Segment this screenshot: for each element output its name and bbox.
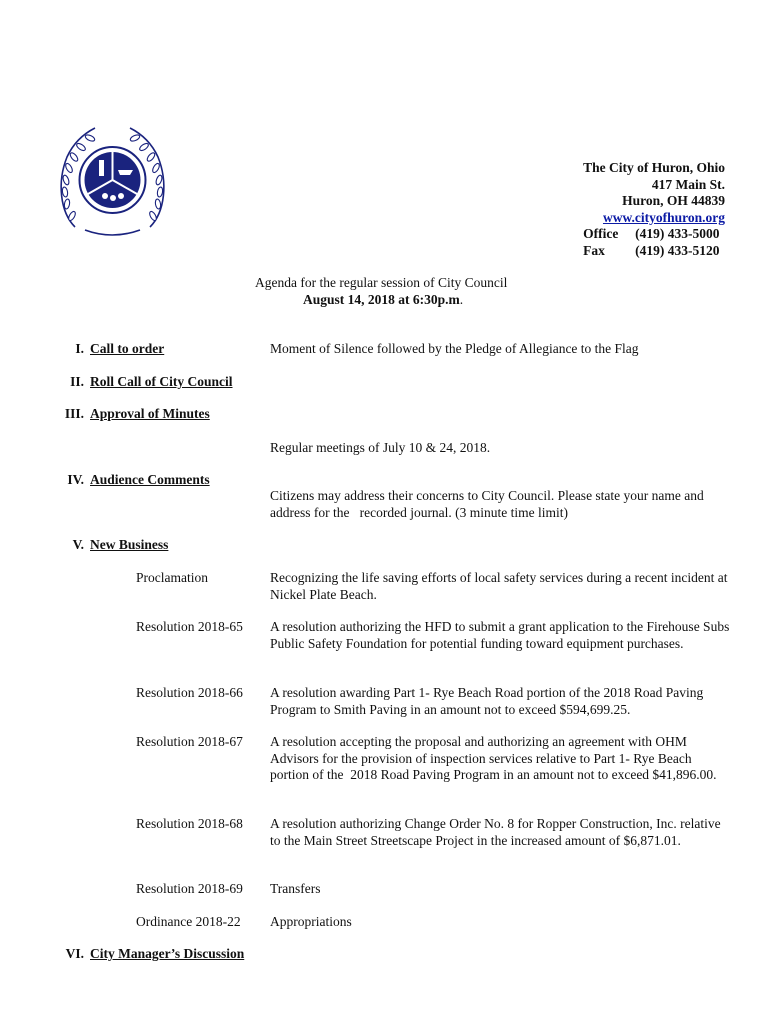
section-audience-comments (67, 472, 210, 489)
item-label: Resolution 2018-67 (136, 734, 243, 749)
section-roll-call (70, 374, 233, 391)
section-audience-comments-text: Citizens may address their concerns to City Council. Please state your name and address for the recorded journal. (3 minute time limit) (270, 488, 708, 520)
section-number: IV. (67, 472, 84, 487)
section-title: Roll Call of City Council (90, 374, 233, 389)
city-name: The City of Huron, Ohio (583, 160, 725, 175)
section-call-to-order-text: Moment of Silence followed by the Pledge of Allegiance to the Flag (270, 341, 639, 356)
office-label: Office (583, 226, 619, 241)
section-number: V. (72, 537, 84, 552)
item-text: A resolution awarding Part 1- Rye Beach Road portion of the 2018 Road Paving Program to Smith Paving in an amount not to exceed $594,699.25. (270, 685, 704, 717)
item-text: Appropriations (270, 914, 352, 929)
section-approval-of-minutes (64, 406, 210, 423)
item-label: Resolution 2018-65 (136, 619, 243, 634)
item-text: A resolution authorizing Change Order No. 8 for Ropper Construction, Inc. relative to the Main Street Streetscape Project in the increased amount of $6,871.01. (270, 816, 721, 848)
contact-block (583, 160, 725, 259)
item-text: A resolution authorizing the HFD to submit a grant application to the Firehouse Subs Public Safety Foundation for potential funding toward equipment purchases. (270, 619, 730, 651)
section-title: Call to order (90, 341, 165, 356)
item-label: Resolution 2018-66 (136, 685, 243, 700)
item-label: Resolution 2018-68 (136, 816, 243, 831)
fax-row (583, 243, 725, 260)
section-number: I. (75, 341, 84, 356)
item-label: Resolution 2018-69 (136, 881, 243, 896)
item-text: Transfers (270, 881, 321, 896)
agenda-title: Agenda for the regular session of City Council (255, 275, 508, 290)
item-text: A resolution accepting the proposal and authorizing an agreement with OHM Advisors for the provision of inspection services relative to Part 1- Rye Beach portion of the 2018 Road Paving Program in an amount not to exceed $41,896.00. (270, 734, 717, 782)
section-title: New Business (90, 537, 169, 552)
section-city-managers-discussion (65, 946, 245, 963)
street-address: 417 Main St. (651, 176, 725, 192)
city-state-zip: Huron, OH 44839 (622, 193, 725, 208)
item-label: Proclamation (136, 570, 208, 585)
item-text: Recognizing the life saving efforts of local safety services during a recent incident at Nickel Plate Beach. (270, 570, 728, 602)
section-call-to-order (75, 341, 165, 358)
section-approval-of-minutes-text: Regular meetings of July 10 & 24, 2018. (270, 440, 491, 455)
fax-phone: (419) 433-5120 (635, 242, 720, 258)
section-new-business (72, 537, 169, 554)
section-number: VI. (65, 946, 84, 961)
section-title: City Manager’s Discussion (90, 946, 245, 961)
section-title: Audience Comments (90, 472, 210, 487)
section-number: III. (64, 406, 84, 421)
section-title: Approval of Minutes (90, 406, 210, 421)
website-link[interactable]: www.cityofhuron.org (602, 209, 725, 225)
fax-label: Fax (583, 242, 605, 258)
agenda-date: August 14, 2018 at 6:30p.m. (303, 291, 464, 307)
agenda-heading (255, 275, 507, 308)
item-label: Ordinance 2018-22 (136, 914, 241, 929)
section-number: II. (70, 374, 84, 389)
office-phone-row (583, 226, 725, 243)
city-seal-logo (55, 122, 170, 242)
office-phone: (419) 433-5000 (635, 226, 720, 241)
